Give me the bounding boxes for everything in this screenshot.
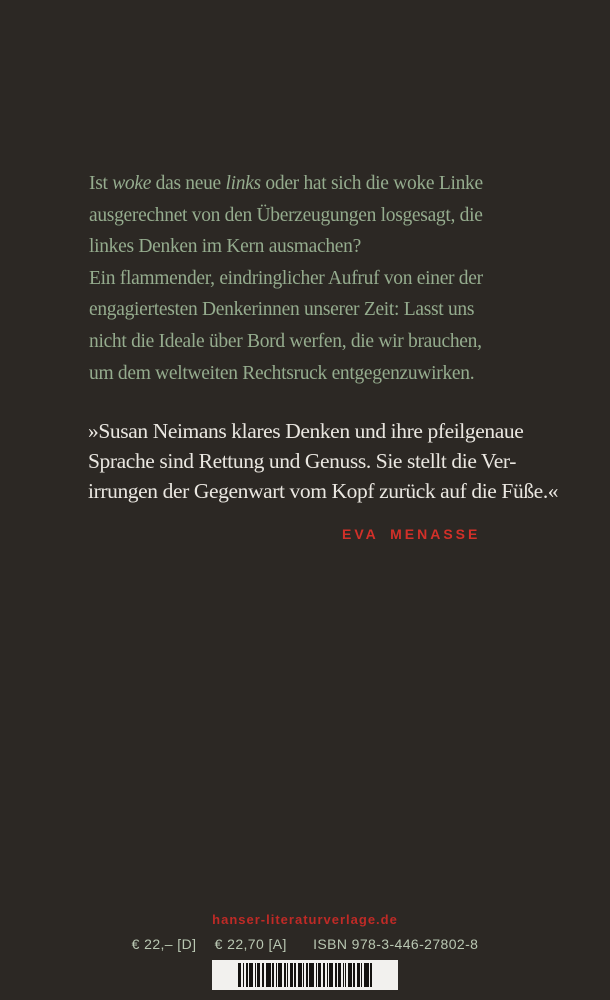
blurb-line: engagiertesten Denkerinnen unserer Zeit: Lasst uns [89,299,475,321]
blurb-line: um dem weltweiten Rechtsruck entgegenzuwirken. [89,362,475,384]
quote-line: »Susan Neimans klares Denken und ihre pfeilgenaue [88,419,524,443]
barcode-bar [290,963,293,987]
barcode-bar [323,963,325,987]
barcode-bars [238,963,372,987]
barcode-bar [329,963,333,987]
quote-line: Sprache sind Rettung und Genuss. Sie stellt die Ver- [88,449,517,473]
barcode [212,960,398,990]
price-isbn-line [0,936,610,952]
review-quote [88,416,588,506]
barcode-bar [303,963,304,987]
quote-attribution: EVA MENASSE [342,526,481,542]
barcode-bar [257,963,260,987]
barcode-bar [348,963,352,987]
quote-line: irrungen der Gegenwart vom Kopf zurück auf die Füße.« [88,479,559,503]
barcode-bar [343,963,344,987]
barcode-bar [306,963,308,987]
barcode-bar [353,963,355,987]
barcode-bar [298,963,302,987]
barcode-bar [284,963,286,987]
barcode-bar [370,963,372,987]
barcode-bar [294,963,296,987]
blurb-line: Ein flammender, eindringlicher Aufruf von einer der [89,267,483,289]
barcode-bar [361,963,362,987]
barcode-bar [249,963,253,987]
barcode-bar [238,963,241,987]
barcode-bar [255,963,256,987]
barcode-bar [276,963,277,987]
barcode-bar [338,963,341,987]
barcode-bar [345,963,346,987]
barcode-bar [357,963,360,987]
barcode-bar [335,963,337,987]
barcode-bar [364,963,369,987]
barcode-bar [243,963,244,987]
barcode-bar [246,963,248,987]
blurb-line: ausgerechnet von den Überzeugungen losgesagt, die [89,204,483,226]
barcode-bar [309,963,314,987]
isbn: ISBN 978-3-446-27802-8 [313,936,479,952]
price-germany: € 22,– [D] [131,936,197,952]
publisher-website: hanser-literaturverlage.de [212,912,398,927]
barcode-bar [272,963,274,987]
blurb-text [89,168,579,389]
barcode-bar [278,963,282,987]
barcode-bar [316,963,317,987]
price-austria: € 22,70 [A] [214,936,287,952]
blurb-line: nicht die Ideale über Bord werfen, die wir brauchen, [89,330,482,352]
barcode-bar [287,963,288,987]
barcode-bar [327,963,328,987]
barcode-bar [266,963,271,987]
barcode-bar [318,963,321,987]
blurb-line: Ist woke das neue links oder hat sich die woke Linke [89,173,483,194]
barcode-bar [262,963,264,987]
blurb-line: linkes Denken im Kern ausmachen? [89,236,361,258]
